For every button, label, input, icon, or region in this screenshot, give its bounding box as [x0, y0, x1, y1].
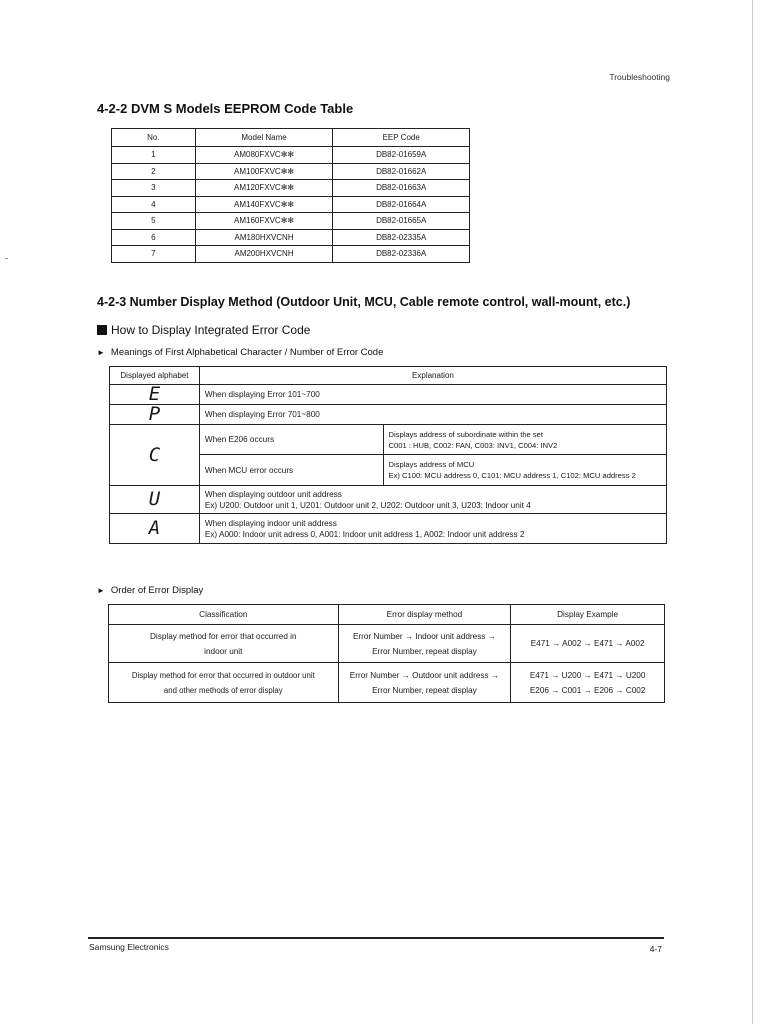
cell-no: 3 [112, 180, 196, 197]
running-head: Troubleshooting [609, 72, 670, 82]
explanation-e: When displaying Error 101~700 [199, 385, 666, 405]
example-outdoor-line1: E471 → U200 → E471 → U200 [529, 670, 646, 680]
cell-model: AM200HXVCNH [195, 246, 333, 263]
cell-eep: DB82-01663A [333, 180, 470, 197]
explanation-mcu-detail [383, 455, 666, 486]
segment-glyph-c: C [110, 425, 200, 486]
col-model-name: Model Name [195, 129, 333, 147]
table-row [112, 213, 470, 230]
triangle-bullet-icon: ► [97, 348, 105, 357]
cell-model: AM120FXVC✻✻ [195, 180, 333, 197]
cell-eep: DB82-01662A [333, 163, 470, 180]
explanation-u [199, 486, 666, 514]
table-row [112, 196, 470, 213]
example-outdoor [511, 663, 665, 703]
table-row [110, 425, 667, 455]
e206-detail-line2: C001 : HUB, C002: FAN, C003: INV1, C004: INV2 [388, 440, 558, 450]
method-indoor [338, 625, 511, 663]
example-outdoor-line2: E206 → C001 → E206 → C002 [529, 685, 646, 695]
segment-glyph-a: A [110, 514, 200, 544]
col-eep-code: EEP Code [333, 129, 470, 147]
cell-eep: DB82-01659A [333, 147, 470, 164]
col-display-example: Display Example [511, 605, 665, 625]
eeprom-code-table [111, 128, 470, 263]
cell-no: 6 [112, 229, 196, 246]
explanation-e206-detail [383, 425, 666, 455]
col-classification: Classification [109, 605, 339, 625]
method-indoor-line2: Error Number, repeat display [372, 646, 477, 656]
col-error-display-method: Error display method [338, 605, 511, 625]
table-row [109, 625, 665, 663]
col-displayed-alphabet: Displayed alphabet [110, 367, 200, 385]
subheading-integrated-error [97, 323, 310, 337]
explanation-a-line2: Ex) A000: Indoor unit adress 0, A001: Indoor unit address 1, A002: Indoor unit address 2 [204, 529, 525, 539]
col-explanation: Explanation [199, 367, 666, 385]
table-row [112, 163, 470, 180]
bullet-order [97, 585, 203, 596]
explanation-u-line2: Ex) U200: Outdoor unit 1, U201: Outdoor unit 2, U202: Outdoor unit 3, U203: Indoor unit 4 [204, 500, 531, 510]
bullet-order-text: Order of Error Display [110, 585, 204, 596]
method-outdoor-line1: Error Number → Outdoor unit address → [349, 670, 500, 680]
error-meanings-table [109, 366, 667, 544]
example-indoor: E471 → A002 → E471 → A002 [511, 625, 665, 663]
e206-detail-line1: Displays address of subordinate within the set [388, 429, 544, 439]
classification-indoor-line1: Display method for error that occurred in [150, 631, 297, 641]
footer-company: Samsung Electronics [89, 942, 169, 952]
explanation-p: When displaying Error 701~800 [199, 405, 666, 425]
method-outdoor-line2: Error Number, repeat display [372, 685, 477, 695]
col-no: No. [112, 129, 196, 147]
table-row [110, 514, 667, 544]
footer-page-number: 4-7 [649, 944, 662, 954]
explanation-u-line1: When displaying outdoor unit address [204, 489, 342, 499]
table-row [112, 147, 470, 164]
mcu-detail-line1: Displays address of MCU [388, 460, 475, 469]
classification-indoor [109, 625, 339, 663]
cell-model: AM140FXVC✻✻ [195, 196, 333, 213]
cell-eep: DB82-01664A [333, 196, 470, 213]
cell-eep: DB82-01665A [333, 213, 470, 230]
cell-model: AM180HXVCNH [195, 229, 333, 246]
cell-no: 4 [112, 196, 196, 213]
method-indoor-line1: Error Number → Indoor unit address → [352, 631, 496, 641]
cell-no: 5 [112, 213, 196, 230]
classification-outdoor-line1: Display method for error that occurred in outdoor unit [131, 670, 315, 680]
cell-model: AM160FXVC✻✻ [195, 213, 333, 230]
cell-eep: DB82-02336A [333, 246, 470, 263]
table-row [109, 663, 665, 703]
cell-eep: DB82-02335A [333, 229, 470, 246]
cell-model: AM100FXVC✻✻ [195, 163, 333, 180]
bullet-meanings-text: Meanings of First Alphabetical Character / Number of Error Code [110, 347, 384, 358]
table-header-row [110, 367, 667, 385]
cell-no: 2 [112, 163, 196, 180]
classification-outdoor [109, 663, 339, 703]
segment-glyph-e: E [110, 385, 200, 405]
table-header-row [112, 129, 470, 147]
method-outdoor [338, 663, 511, 703]
explanation-e206: When E206 occurs [199, 425, 383, 455]
classification-indoor-line2: indoor unit [204, 646, 243, 656]
error-display-order-table [108, 604, 665, 703]
bullet-meanings [97, 347, 383, 358]
footer-rule [88, 937, 664, 939]
explanation-a-line1: When displaying indoor unit address [204, 518, 337, 528]
table-row [110, 405, 667, 425]
classification-outdoor-line2: and other methods of error display [163, 685, 283, 695]
explanation-a [199, 514, 666, 544]
explanation-mcu: When MCU error occurs [199, 455, 383, 486]
mcu-detail-line2: Ex) C100: MCU address 0, C101: MCU address 1, C102: MCU address 2 [388, 471, 636, 480]
subheading-text: How to Display Integrated Error Code [111, 323, 311, 337]
square-bullet-icon [97, 325, 107, 335]
segment-glyph-u: U [110, 486, 200, 514]
triangle-bullet-icon: ► [97, 586, 105, 595]
table-row [110, 486, 667, 514]
table-row [110, 385, 667, 405]
cell-no: 1 [112, 147, 196, 164]
section-422-title: 4-2-2 DVM S Models EEPROM Code Table [97, 101, 354, 116]
cell-no: 7 [112, 246, 196, 263]
table-row [112, 229, 470, 246]
table-row [112, 180, 470, 197]
table-header-row [109, 605, 665, 625]
section-423-title: 4-2-3 Number Display Method (Outdoor Unit, MCU, Cable remote control, wall-mount, etc.) [97, 295, 631, 309]
cell-model: AM080FXVC✻✻ [195, 147, 333, 164]
page-edge-line [752, 0, 753, 1024]
scan-mark [5, 258, 8, 259]
segment-glyph-p: P [110, 405, 200, 425]
table-row [112, 246, 470, 263]
